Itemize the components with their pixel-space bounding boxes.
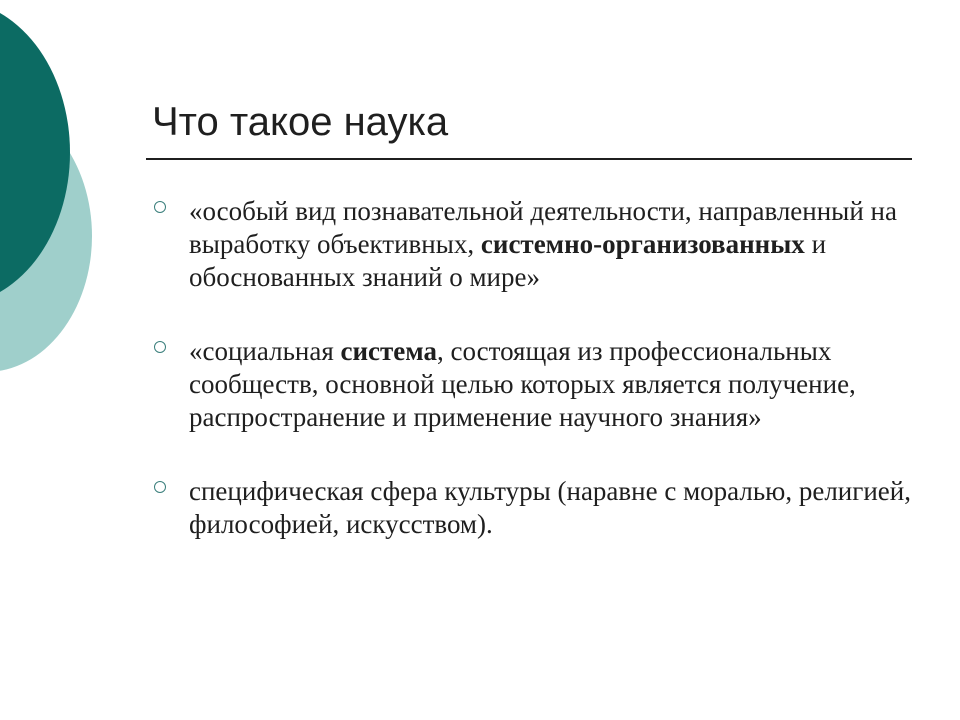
circle-bullet-icon [154, 201, 166, 213]
bullet-list [154, 195, 914, 541]
title-underline [146, 158, 912, 160]
bullet-item [154, 475, 914, 541]
bullet-item [154, 195, 914, 294]
bullet-segment: специфическая сфера культуры (наравне с моралью, религией, философией, искусством). [189, 476, 911, 539]
circle-bullet-icon [154, 341, 166, 353]
bullet-segment: «социальная [189, 336, 341, 366]
bullet-text [189, 475, 914, 541]
circle-bullet-icon [154, 481, 166, 493]
bullet-text [189, 195, 914, 294]
bullet-segment: «особый вид познавательной деятельности, направленный на выработку объективных, [189, 196, 897, 259]
bullet-text [189, 335, 914, 434]
slide-title: Что такое наука [152, 100, 449, 144]
bullet-segment: и обоснованных знаний о мире» [189, 229, 827, 292]
bullet-segment: , состоящая из профессиональных сообществ, основной целью которых является получение, распространение и применение научного знания» [189, 336, 856, 432]
bullet-segment-bold: система [340, 336, 437, 366]
bullet-segment-bold: системно-организованных [480, 229, 805, 259]
bullet-item [154, 335, 914, 434]
